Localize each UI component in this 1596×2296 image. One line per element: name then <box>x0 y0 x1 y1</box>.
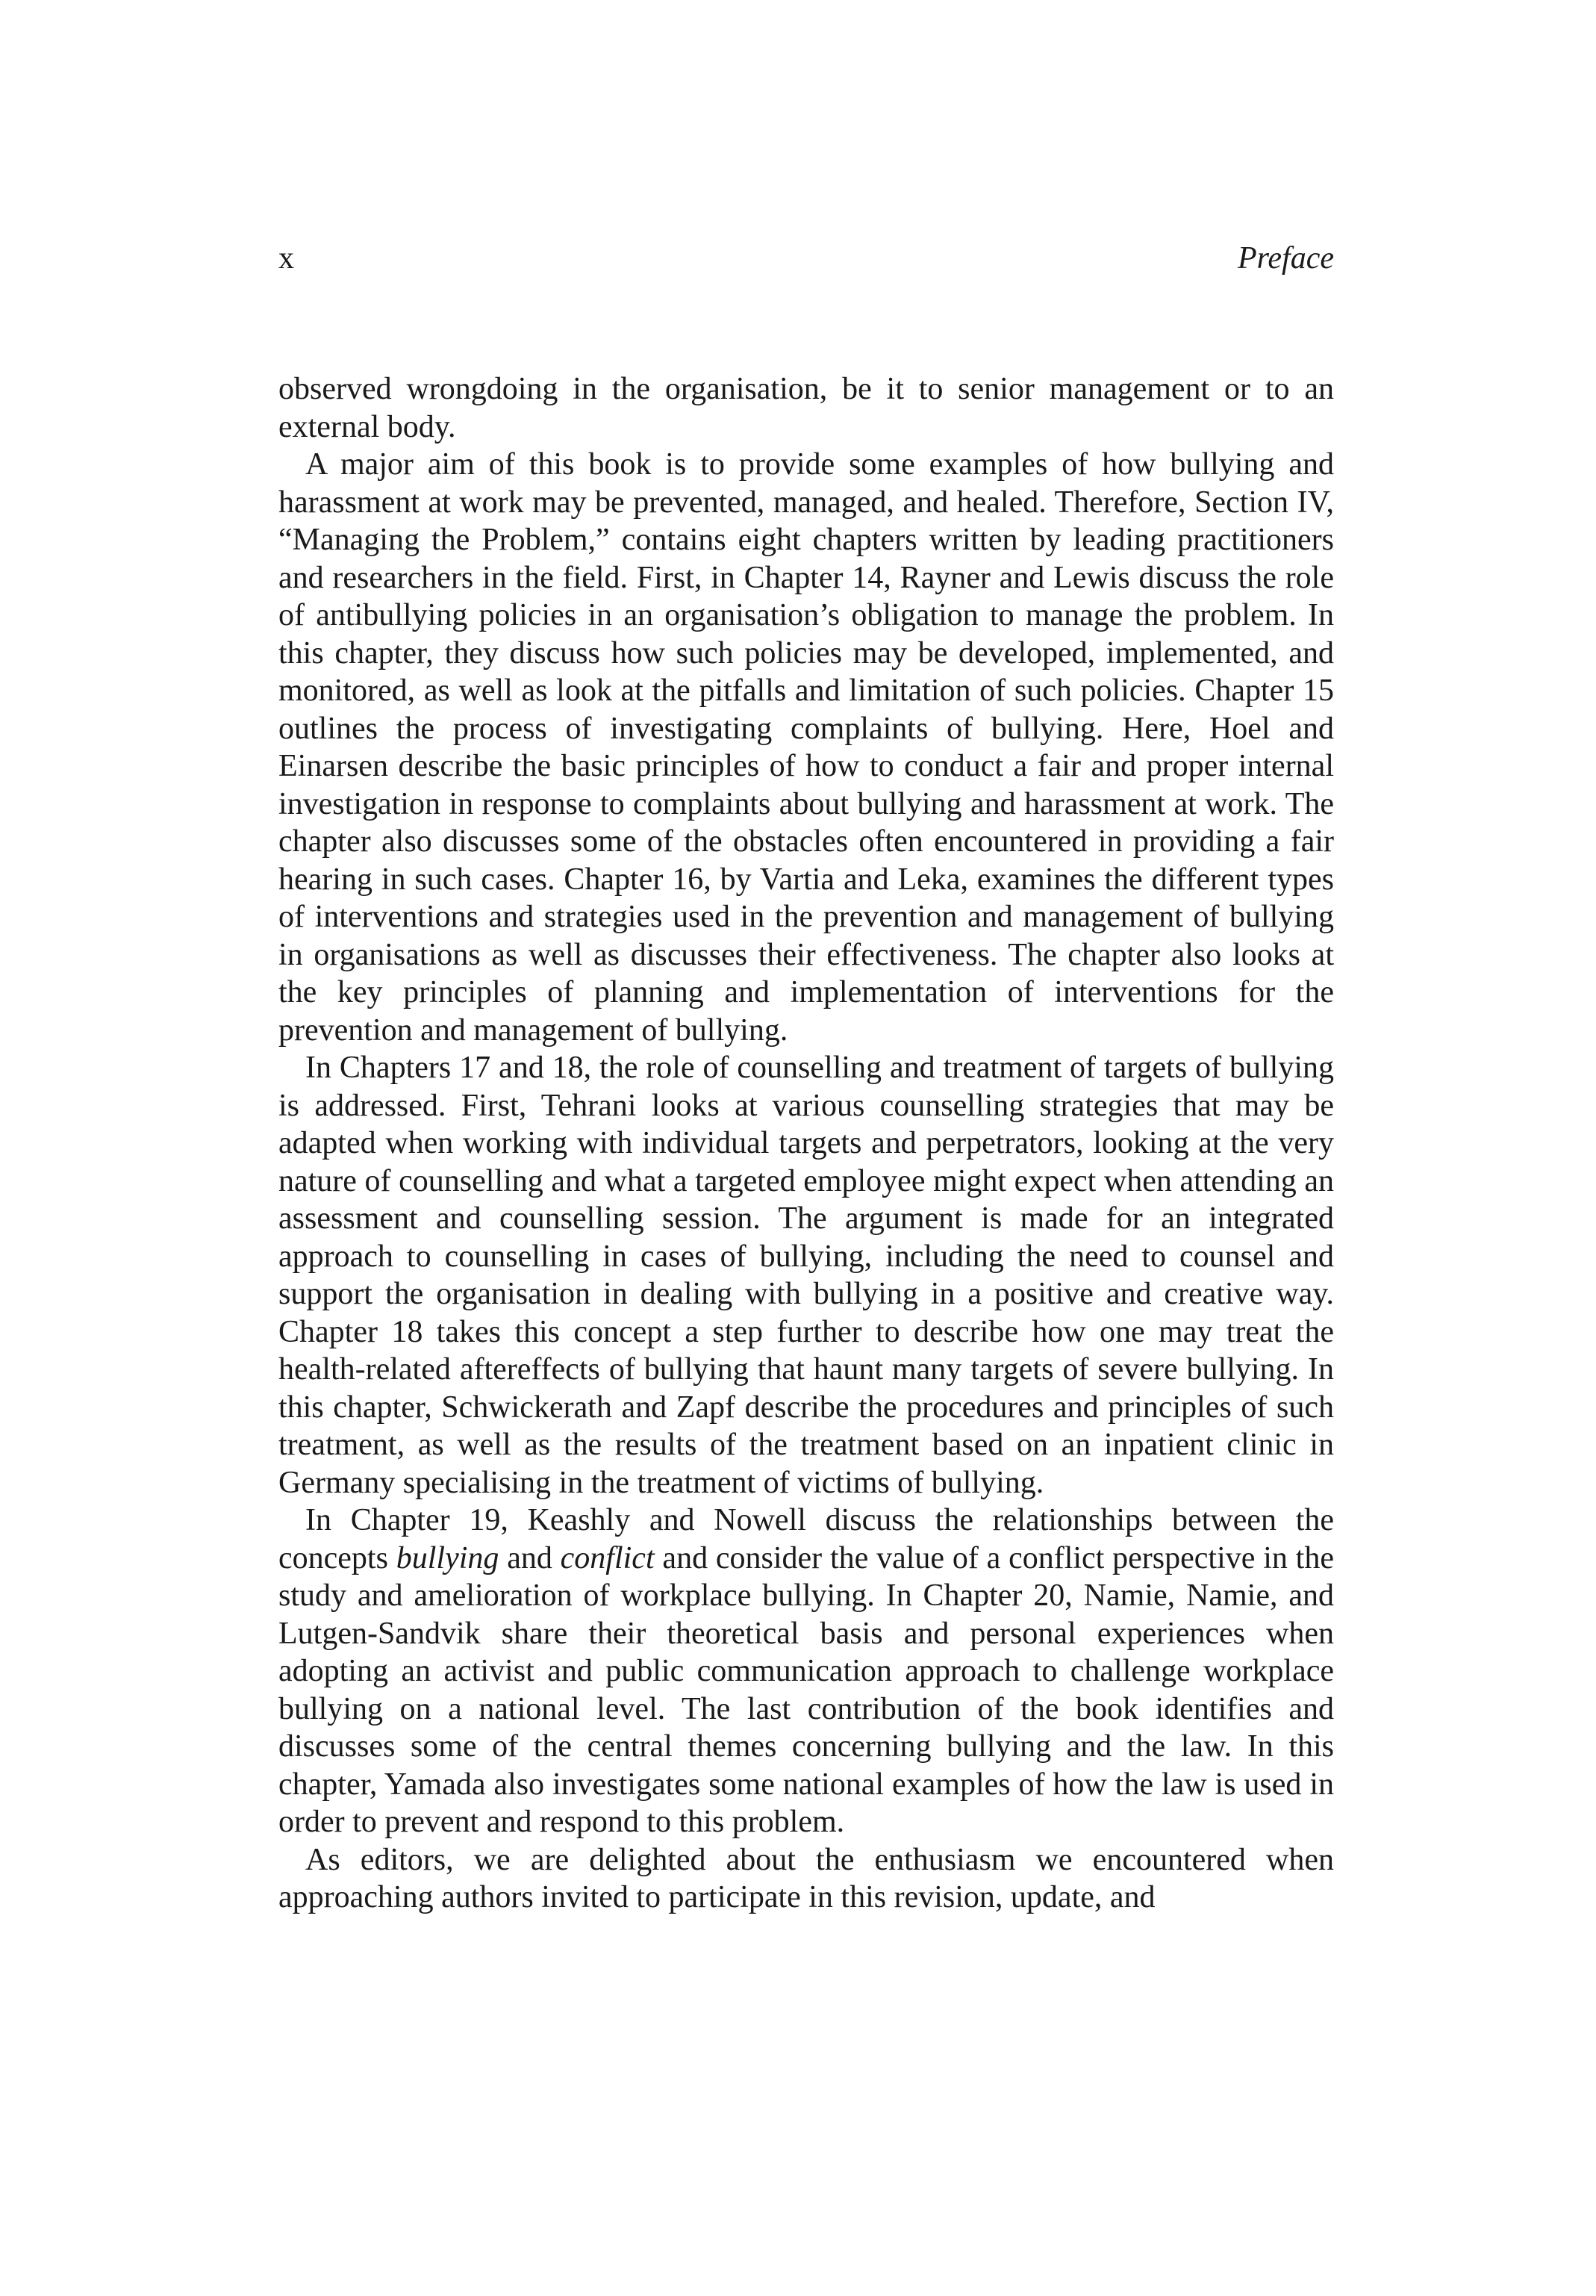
body-text <box>278 370 1334 1917</box>
text-segment: and consider the value of a conflict perspective in the study and amelioration of workplace bullying. In Chapter 20, Namie, Namie, and Lutgen-Sandvik share their theoretical basis and personal experiences when adopting an activist and public communication approach to challenge workplace bullying on a national level. The last contribution of the book identifies and discusses some of the central themes concerning bullying and the law. In this chapter, Yamada also investigates some national examples of how the law is used in order to prevent and respond to this problem. <box>278 1540 1334 1839</box>
text-segment: observed wrongdoing in the organisation, be it to senior management or to an external body. <box>278 372 1334 444</box>
text-segment: In Chapter 19, Keashly and Nowell discuss the relationships between the concepts <box>278 1503 1334 1575</box>
italic-term: bullying <box>396 1540 499 1575</box>
text-segment: and <box>499 1540 561 1575</box>
paragraph <box>278 446 1334 1049</box>
paragraph <box>278 370 1334 446</box>
paragraph <box>278 1049 1334 1502</box>
paragraph <box>278 1502 1334 1841</box>
running-head-title: Preface <box>1237 241 1334 276</box>
paragraph <box>278 1841 1334 1917</box>
text-segment: A major aim of this book is to provide some examples of how bullying and harassment at work may be prevented, managed, and healed. Therefore, Section IV, “Managing the Problem,” contains eight chapters written by leading practitioners and researchers in the field. First, in Chapter 14, Rayner and Lewis discuss the role of antibullying policies in an organisation’s obligation to manage the problem. In this chapter, they discuss how such policies may be developed, implemented, and monitored, as well as look at the pitfalls and limitation of such policies. Chapter 15 outlines the process of investigating complaints of bullying. Here, Hoel and Einarsen describe the basic principles of how to conduct a fair and proper internal investigation in response to complaints about bullying and harassment at work. The chapter also discusses some of the obstacles often encountered in providing a fair hearing in such cases. Chapter 16, by Vartia and Leka, examines the different types of interventions and strategies used in the prevention and management of bullying in organisations as well as discusses their effectiveness. The chapter also looks at the key principles of planning and implementation of interventions for the prevention and management of bullying. <box>278 447 1334 1048</box>
page-number: x <box>278 241 294 276</box>
running-head <box>278 237 1334 279</box>
italic-term: conflict <box>560 1540 655 1575</box>
text-segment: In Chapters 17 and 18, the role of counselling and treatment of targets of bullying is addressed. First, Tehrani looks at various counselling strategies that may be adapted when working with individual targets and perpetrators, looking at the very nature of counselling and what a targeted employee might expect when attending an assessment and counselling session. The argument is made for an integrated approach to counselling in cases of bullying, including the need to counsel and support the organisation in dealing with bullying in a positive and creative way. Chapter 18 takes this concept a step further to describe how one may treat the health-related aftereffects of bullying that haunt many targets of severe bullying. In this chapter, Schwickerath and Zapf describe the procedures and principles of such treatment, as well as the results of the treatment based on an inpatient clinic in Germany specialising in the treatment of victims of bullying. <box>278 1051 1334 1500</box>
text-segment: As editors, we are delighted about the enthusiasm we encountered when approaching authors invited to participate in this revision, update, and <box>278 1842 1334 1914</box>
